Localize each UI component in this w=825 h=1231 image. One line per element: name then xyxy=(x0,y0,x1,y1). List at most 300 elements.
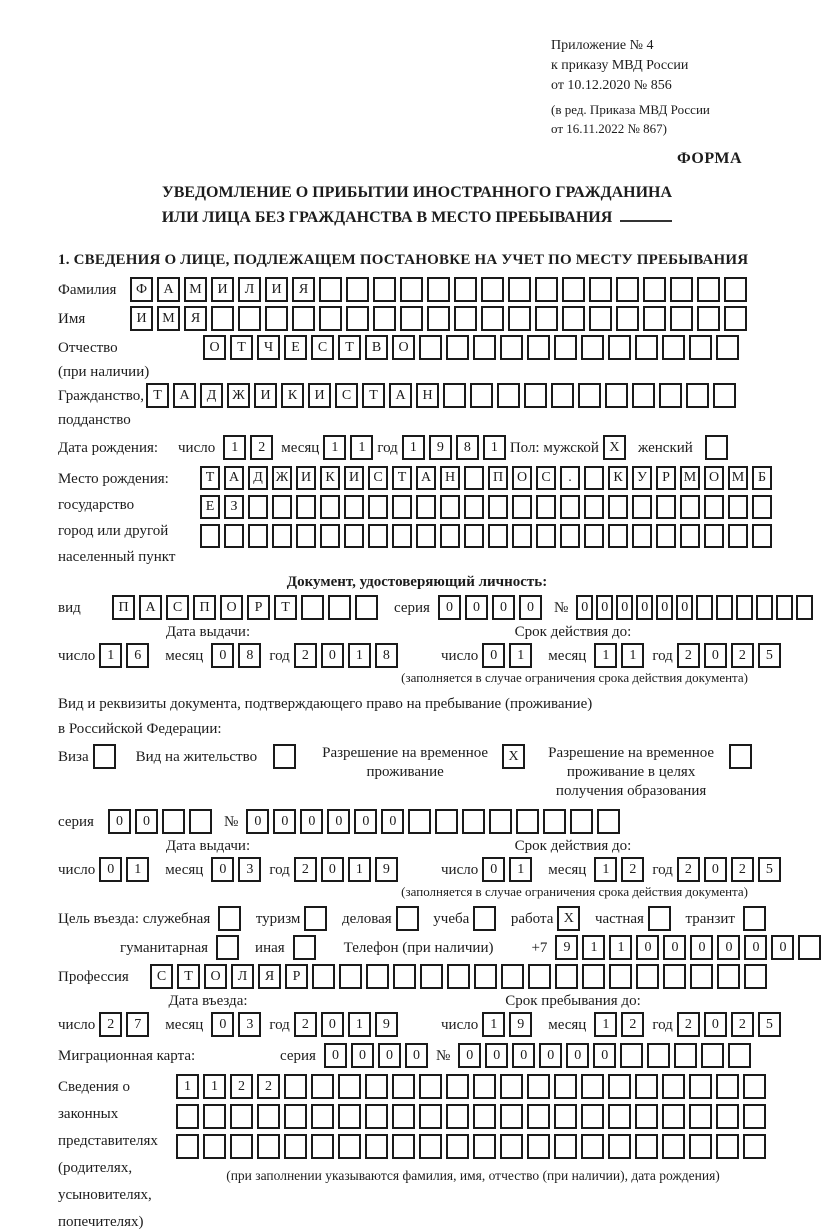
char-cell[interactable]: 1 xyxy=(509,857,532,882)
char-cell[interactable] xyxy=(512,524,532,548)
char-cell[interactable]: И xyxy=(211,277,234,302)
char-cell[interactable]: С xyxy=(536,466,556,490)
char-cell[interactable]: 1 xyxy=(483,435,506,460)
char-cell[interactable] xyxy=(346,306,369,331)
char-cell[interactable] xyxy=(248,495,268,519)
char-cell[interactable]: 5 xyxy=(758,857,781,882)
char-cell[interactable] xyxy=(536,524,556,548)
char-cell[interactable] xyxy=(344,524,364,548)
char-cell[interactable]: 9 xyxy=(375,857,398,882)
char-cell[interactable]: 8 xyxy=(238,643,261,668)
char-cell[interactable]: А xyxy=(416,466,436,490)
char-cell[interactable]: X xyxy=(557,906,580,931)
char-cell[interactable]: 5 xyxy=(758,1012,781,1037)
char-cell[interactable] xyxy=(338,1104,361,1129)
char-cell[interactable]: 0 xyxy=(135,809,158,834)
char-cell[interactable] xyxy=(582,964,605,989)
char-cell[interactable]: Ж xyxy=(227,383,250,408)
char-cell[interactable] xyxy=(497,383,520,408)
char-cell[interactable] xyxy=(400,277,423,302)
char-cell[interactable] xyxy=(728,1043,751,1068)
char-cell[interactable]: 0 xyxy=(616,595,633,620)
char-cell[interactable] xyxy=(527,1134,550,1159)
char-cell[interactable] xyxy=(705,435,728,460)
char-cell[interactable] xyxy=(176,1104,199,1129)
char-cell[interactable]: 1 xyxy=(594,643,617,668)
char-cell[interactable] xyxy=(508,277,531,302)
char-cell[interactable]: 1 xyxy=(126,857,149,882)
char-cell[interactable] xyxy=(311,1134,334,1159)
char-cell[interactable] xyxy=(608,335,631,360)
char-cell[interactable] xyxy=(701,1043,724,1068)
char-cell[interactable]: 0 xyxy=(656,595,673,620)
char-cell[interactable]: Р xyxy=(656,466,676,490)
char-cell[interactable] xyxy=(311,1104,334,1129)
char-cell[interactable]: 0 xyxy=(676,595,693,620)
char-cell[interactable] xyxy=(736,595,753,620)
char-cell[interactable]: 0 xyxy=(381,809,404,834)
char-cell[interactable] xyxy=(743,906,766,931)
char-cell[interactable] xyxy=(662,1104,685,1129)
char-cell[interactable]: 0 xyxy=(321,643,344,668)
char-cell[interactable] xyxy=(581,335,604,360)
char-cell[interactable] xyxy=(670,277,693,302)
char-cell[interactable] xyxy=(554,1074,577,1099)
char-cell[interactable] xyxy=(554,1104,577,1129)
char-cell[interactable] xyxy=(697,277,720,302)
char-cell[interactable] xyxy=(489,809,512,834)
char-cell[interactable]: 2 xyxy=(99,1012,122,1037)
char-cell[interactable] xyxy=(656,495,676,519)
char-cell[interactable] xyxy=(743,1074,766,1099)
char-cell[interactable] xyxy=(446,1074,469,1099)
char-cell[interactable]: 2 xyxy=(621,1012,644,1037)
char-cell[interactable] xyxy=(224,524,244,548)
char-cell[interactable] xyxy=(728,495,748,519)
char-cell[interactable] xyxy=(512,495,532,519)
char-cell[interactable]: Е xyxy=(284,335,307,360)
char-cell[interactable] xyxy=(656,524,676,548)
char-cell[interactable] xyxy=(312,964,335,989)
char-cell[interactable] xyxy=(616,306,639,331)
char-cell[interactable] xyxy=(632,495,652,519)
char-cell[interactable] xyxy=(689,335,712,360)
char-cell[interactable]: Я xyxy=(184,306,207,331)
char-cell[interactable]: А xyxy=(389,383,412,408)
char-cell[interactable] xyxy=(435,809,458,834)
char-cell[interactable]: М xyxy=(728,466,748,490)
char-cell[interactable]: . xyxy=(560,466,580,490)
char-cell[interactable] xyxy=(500,1074,523,1099)
char-cell[interactable] xyxy=(346,277,369,302)
char-cell[interactable] xyxy=(500,1134,523,1159)
char-cell[interactable] xyxy=(400,306,423,331)
char-cell[interactable] xyxy=(716,1134,739,1159)
char-cell[interactable] xyxy=(680,524,700,548)
char-cell[interactable]: М xyxy=(680,466,700,490)
char-cell[interactable]: 0 xyxy=(704,857,727,882)
char-cell[interactable]: 0 xyxy=(596,595,613,620)
char-cell[interactable]: 0 xyxy=(704,1012,727,1037)
char-cell[interactable] xyxy=(473,1074,496,1099)
char-cell[interactable] xyxy=(689,1074,712,1099)
char-cell[interactable]: 0 xyxy=(566,1043,589,1068)
char-cell[interactable]: С xyxy=(368,466,388,490)
char-cell[interactable] xyxy=(635,1074,658,1099)
char-cell[interactable] xyxy=(320,524,340,548)
char-cell[interactable] xyxy=(284,1074,307,1099)
char-cell[interactable] xyxy=(238,306,261,331)
char-cell[interactable]: Т xyxy=(338,335,361,360)
char-cell[interactable]: З xyxy=(224,495,244,519)
char-cell[interactable] xyxy=(203,1134,226,1159)
char-cell[interactable]: 0 xyxy=(771,935,794,960)
char-cell[interactable]: О xyxy=(392,335,415,360)
char-cell[interactable]: Я xyxy=(292,277,315,302)
char-cell[interactable] xyxy=(716,1104,739,1129)
char-cell[interactable]: 0 xyxy=(273,809,296,834)
char-cell[interactable]: 0 xyxy=(539,1043,562,1068)
char-cell[interactable]: С xyxy=(150,964,173,989)
char-cell[interactable] xyxy=(756,595,773,620)
char-cell[interactable]: Д xyxy=(248,466,268,490)
char-cell[interactable] xyxy=(392,495,412,519)
char-cell[interactable] xyxy=(257,1104,280,1129)
char-cell[interactable] xyxy=(500,335,523,360)
char-cell[interactable]: 1 xyxy=(594,1012,617,1037)
char-cell[interactable] xyxy=(419,1104,442,1129)
char-cell[interactable]: К xyxy=(320,466,340,490)
char-cell[interactable]: 0 xyxy=(576,595,593,620)
char-cell[interactable]: 1 xyxy=(323,435,346,460)
char-cell[interactable] xyxy=(392,1134,415,1159)
char-cell[interactable] xyxy=(597,809,620,834)
char-cell[interactable] xyxy=(581,1074,604,1099)
char-cell[interactable] xyxy=(355,595,378,620)
char-cell[interactable]: 5 xyxy=(758,643,781,668)
char-cell[interactable] xyxy=(743,1104,766,1129)
char-cell[interactable] xyxy=(319,277,342,302)
char-cell[interactable] xyxy=(659,383,682,408)
char-cell[interactable] xyxy=(464,495,484,519)
char-cell[interactable]: Р xyxy=(247,595,270,620)
char-cell[interactable]: Р xyxy=(285,964,308,989)
char-cell[interactable]: 1 xyxy=(594,857,617,882)
char-cell[interactable] xyxy=(689,1104,712,1129)
char-cell[interactable] xyxy=(643,306,666,331)
char-cell[interactable] xyxy=(189,809,212,834)
char-cell[interactable]: 1 xyxy=(621,643,644,668)
char-cell[interactable] xyxy=(752,495,772,519)
char-cell[interactable]: 1 xyxy=(99,643,122,668)
char-cell[interactable]: 2 xyxy=(257,1074,280,1099)
char-cell[interactable] xyxy=(527,335,550,360)
char-cell[interactable]: С xyxy=(166,595,189,620)
char-cell[interactable] xyxy=(620,1043,643,1068)
char-cell[interactable]: 0 xyxy=(482,857,505,882)
char-cell[interactable] xyxy=(365,1134,388,1159)
char-cell[interactable] xyxy=(608,524,628,548)
char-cell[interactable] xyxy=(776,595,793,620)
char-cell[interactable] xyxy=(473,1134,496,1159)
char-cell[interactable] xyxy=(501,964,524,989)
char-cell[interactable] xyxy=(319,306,342,331)
char-cell[interactable]: 1 xyxy=(348,857,371,882)
char-cell[interactable] xyxy=(729,744,752,769)
char-cell[interactable]: Е xyxy=(200,495,220,519)
char-cell[interactable]: С xyxy=(311,335,334,360)
char-cell[interactable]: 0 xyxy=(211,1012,234,1037)
char-cell[interactable] xyxy=(798,935,821,960)
char-cell[interactable] xyxy=(427,306,450,331)
char-cell[interactable] xyxy=(392,1074,415,1099)
char-cell[interactable]: А xyxy=(157,277,180,302)
char-cell[interactable] xyxy=(272,524,292,548)
char-cell[interactable] xyxy=(481,306,504,331)
char-cell[interactable] xyxy=(589,277,612,302)
char-cell[interactable] xyxy=(211,306,234,331)
char-cell[interactable]: О xyxy=(512,466,532,490)
char-cell[interactable] xyxy=(608,1104,631,1129)
char-cell[interactable]: Т xyxy=(392,466,412,490)
char-cell[interactable] xyxy=(284,1134,307,1159)
char-cell[interactable]: X xyxy=(502,744,525,769)
char-cell[interactable] xyxy=(304,906,327,931)
char-cell[interactable] xyxy=(743,1134,766,1159)
char-cell[interactable] xyxy=(724,277,747,302)
char-cell[interactable]: 1 xyxy=(350,435,373,460)
char-cell[interactable] xyxy=(440,524,460,548)
char-cell[interactable] xyxy=(470,383,493,408)
char-cell[interactable]: 0 xyxy=(246,809,269,834)
char-cell[interactable] xyxy=(272,495,292,519)
char-cell[interactable] xyxy=(560,495,580,519)
char-cell[interactable] xyxy=(554,335,577,360)
char-cell[interactable]: 2 xyxy=(677,1012,700,1037)
char-cell[interactable] xyxy=(662,1134,685,1159)
char-cell[interactable] xyxy=(216,935,239,960)
char-cell[interactable] xyxy=(257,1134,280,1159)
char-cell[interactable] xyxy=(368,524,388,548)
char-cell[interactable] xyxy=(474,964,497,989)
char-cell[interactable] xyxy=(464,524,484,548)
char-cell[interactable]: 2 xyxy=(731,1012,754,1037)
char-cell[interactable]: Т xyxy=(200,466,220,490)
char-cell[interactable]: Б xyxy=(752,466,772,490)
char-cell[interactable] xyxy=(704,495,724,519)
char-cell[interactable] xyxy=(608,1074,631,1099)
char-cell[interactable] xyxy=(373,277,396,302)
char-cell[interactable] xyxy=(562,306,585,331)
char-cell[interactable]: 2 xyxy=(294,1012,317,1037)
char-cell[interactable] xyxy=(408,809,431,834)
char-cell[interactable]: П xyxy=(112,595,135,620)
char-cell[interactable] xyxy=(589,306,612,331)
char-cell[interactable] xyxy=(704,524,724,548)
char-cell[interactable] xyxy=(328,595,351,620)
char-cell[interactable] xyxy=(320,495,340,519)
char-cell[interactable] xyxy=(560,524,580,548)
char-cell[interactable]: Т xyxy=(274,595,297,620)
char-cell[interactable] xyxy=(717,964,740,989)
char-cell[interactable]: И xyxy=(265,277,288,302)
char-cell[interactable] xyxy=(570,809,593,834)
char-cell[interactable] xyxy=(670,306,693,331)
char-cell[interactable] xyxy=(555,964,578,989)
char-cell[interactable] xyxy=(162,809,185,834)
char-cell[interactable] xyxy=(338,1134,361,1159)
char-cell[interactable] xyxy=(581,1134,604,1159)
char-cell[interactable]: 0 xyxy=(690,935,713,960)
char-cell[interactable] xyxy=(365,1104,388,1129)
char-cell[interactable] xyxy=(543,809,566,834)
char-cell[interactable]: 0 xyxy=(211,643,234,668)
char-cell[interactable] xyxy=(416,524,436,548)
char-cell[interactable] xyxy=(632,524,652,548)
char-cell[interactable] xyxy=(419,1134,442,1159)
char-cell[interactable]: 2 xyxy=(294,643,317,668)
char-cell[interactable]: Я xyxy=(258,964,281,989)
char-cell[interactable] xyxy=(301,595,324,620)
char-cell[interactable] xyxy=(473,906,496,931)
char-cell[interactable] xyxy=(473,335,496,360)
char-cell[interactable]: 0 xyxy=(99,857,122,882)
char-cell[interactable]: 1 xyxy=(348,1012,371,1037)
char-cell[interactable] xyxy=(713,383,736,408)
char-cell[interactable]: 6 xyxy=(126,643,149,668)
char-cell[interactable]: 0 xyxy=(351,1043,374,1068)
char-cell[interactable] xyxy=(696,595,713,620)
char-cell[interactable] xyxy=(508,306,531,331)
char-cell[interactable] xyxy=(440,495,460,519)
char-cell[interactable]: К xyxy=(281,383,304,408)
char-cell[interactable] xyxy=(584,495,604,519)
char-cell[interactable]: А xyxy=(139,595,162,620)
char-cell[interactable] xyxy=(446,1134,469,1159)
char-cell[interactable] xyxy=(296,524,316,548)
char-cell[interactable]: Н xyxy=(416,383,439,408)
char-cell[interactable] xyxy=(292,306,315,331)
char-cell[interactable]: 0 xyxy=(324,1043,347,1068)
char-cell[interactable] xyxy=(578,383,601,408)
char-cell[interactable]: С xyxy=(335,383,358,408)
char-cell[interactable]: 1 xyxy=(509,643,532,668)
char-cell[interactable]: 0 xyxy=(354,809,377,834)
char-cell[interactable]: 1 xyxy=(582,935,605,960)
char-cell[interactable]: Т xyxy=(362,383,385,408)
char-cell[interactable]: 2 xyxy=(731,643,754,668)
char-cell[interactable]: 0 xyxy=(593,1043,616,1068)
char-cell[interactable] xyxy=(427,277,450,302)
char-cell[interactable] xyxy=(488,524,508,548)
char-cell[interactable]: 0 xyxy=(482,643,505,668)
char-cell[interactable] xyxy=(265,306,288,331)
char-cell[interactable] xyxy=(338,1074,361,1099)
char-cell[interactable] xyxy=(584,524,604,548)
char-cell[interactable] xyxy=(686,383,709,408)
char-cell[interactable]: У xyxy=(632,466,652,490)
char-cell[interactable] xyxy=(554,1134,577,1159)
char-cell[interactable] xyxy=(373,306,396,331)
char-cell[interactable]: А xyxy=(173,383,196,408)
char-cell[interactable] xyxy=(481,277,504,302)
char-cell[interactable]: 8 xyxy=(456,435,479,460)
char-cell[interactable] xyxy=(392,524,412,548)
char-cell[interactable]: 9 xyxy=(555,935,578,960)
char-cell[interactable] xyxy=(527,1074,550,1099)
char-cell[interactable] xyxy=(728,524,748,548)
char-cell[interactable]: 0 xyxy=(321,857,344,882)
char-cell[interactable] xyxy=(93,744,116,769)
char-cell[interactable] xyxy=(697,306,720,331)
char-cell[interactable] xyxy=(473,1104,496,1129)
char-cell[interactable] xyxy=(420,964,443,989)
char-cell[interactable] xyxy=(528,964,551,989)
char-cell[interactable]: О xyxy=(203,335,226,360)
char-cell[interactable] xyxy=(446,335,469,360)
char-cell[interactable] xyxy=(724,306,747,331)
char-cell[interactable] xyxy=(284,1104,307,1129)
char-cell[interactable]: М xyxy=(157,306,180,331)
char-cell[interactable] xyxy=(464,466,484,490)
char-cell[interactable] xyxy=(796,595,813,620)
char-cell[interactable]: Т xyxy=(177,964,200,989)
char-cell[interactable] xyxy=(273,744,296,769)
char-cell[interactable]: О xyxy=(204,964,227,989)
char-cell[interactable]: В xyxy=(365,335,388,360)
char-cell[interactable] xyxy=(616,277,639,302)
char-cell[interactable]: П xyxy=(488,466,508,490)
char-cell[interactable]: Л xyxy=(231,964,254,989)
char-cell[interactable]: 1 xyxy=(223,435,246,460)
char-cell[interactable]: Ч xyxy=(257,335,280,360)
char-cell[interactable]: 0 xyxy=(744,935,767,960)
char-cell[interactable]: Т xyxy=(146,383,169,408)
char-cell[interactable] xyxy=(248,524,268,548)
char-cell[interactable]: 0 xyxy=(458,1043,481,1068)
char-cell[interactable] xyxy=(454,306,477,331)
char-cell[interactable] xyxy=(744,964,767,989)
char-cell[interactable]: 0 xyxy=(485,1043,508,1068)
char-cell[interactable] xyxy=(396,906,419,931)
char-cell[interactable] xyxy=(416,495,436,519)
char-cell[interactable]: 1 xyxy=(203,1074,226,1099)
char-cell[interactable] xyxy=(662,335,685,360)
char-cell[interactable]: 2 xyxy=(677,643,700,668)
char-cell[interactable] xyxy=(230,1134,253,1159)
char-cell[interactable] xyxy=(393,964,416,989)
char-cell[interactable] xyxy=(527,1104,550,1129)
char-cell[interactable] xyxy=(535,277,558,302)
char-cell[interactable]: 1 xyxy=(176,1074,199,1099)
char-cell[interactable] xyxy=(635,1104,658,1129)
char-cell[interactable] xyxy=(581,1104,604,1129)
char-cell[interactable]: 0 xyxy=(636,935,659,960)
char-cell[interactable]: 0 xyxy=(327,809,350,834)
char-cell[interactable]: 0 xyxy=(378,1043,401,1068)
char-cell[interactable] xyxy=(662,1074,685,1099)
char-cell[interactable] xyxy=(716,1074,739,1099)
char-cell[interactable] xyxy=(608,1134,631,1159)
char-cell[interactable] xyxy=(462,809,485,834)
char-cell[interactable] xyxy=(366,964,389,989)
char-cell[interactable] xyxy=(690,964,713,989)
char-cell[interactable]: 2 xyxy=(731,857,754,882)
char-cell[interactable]: 1 xyxy=(609,935,632,960)
char-cell[interactable]: 2 xyxy=(621,857,644,882)
char-cell[interactable]: X xyxy=(603,435,626,460)
char-cell[interactable] xyxy=(443,383,466,408)
